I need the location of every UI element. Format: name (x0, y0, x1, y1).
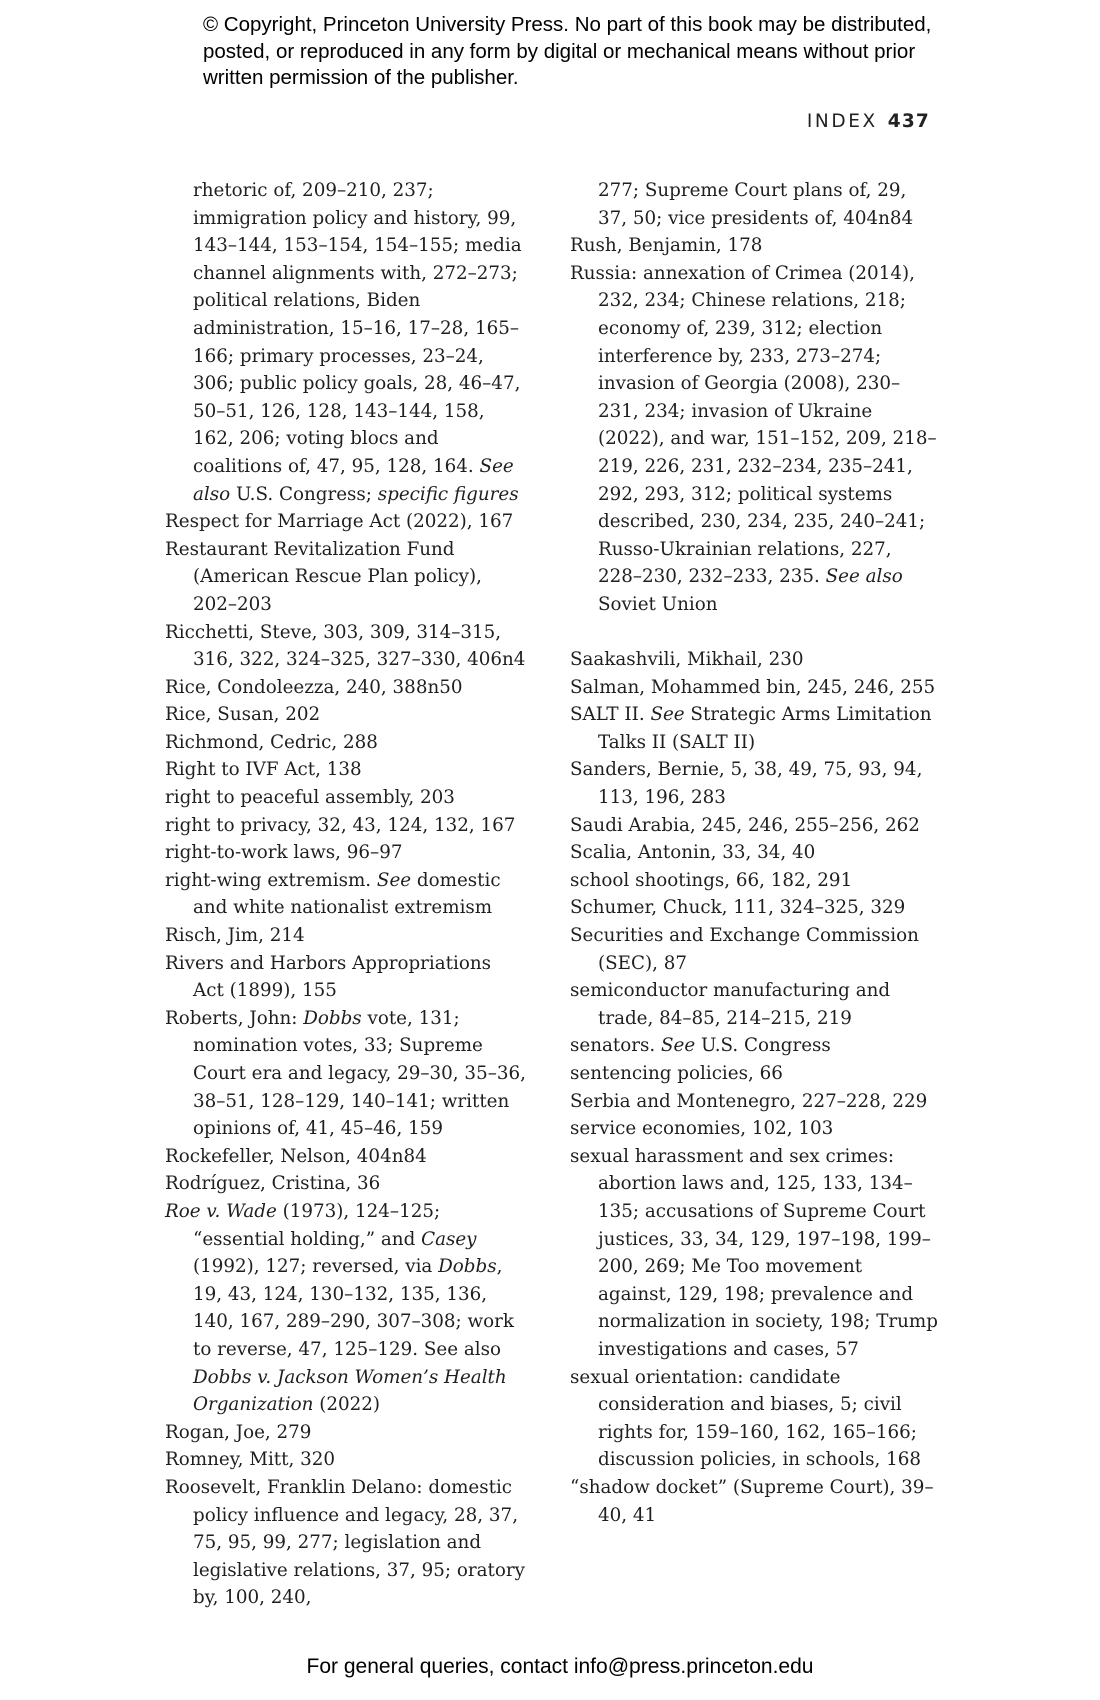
index-entry (165, 756, 527, 784)
index-entry-text: Rivers and Harbors Appropriations Act (1899), 155 (165, 952, 491, 1002)
index-entry-text: Strategic Arms Limitation Talks II (SALT II) (598, 704, 932, 753)
index-entry-text: right-wing extremism. (165, 869, 377, 891)
index-entry (570, 1115, 940, 1143)
index-entry (570, 867, 940, 895)
index-entry (165, 867, 527, 922)
index-entry (165, 1446, 527, 1474)
index-entry (165, 729, 527, 757)
index-entry-italic: Casey (421, 1228, 477, 1250)
index-entry (165, 674, 527, 702)
copyright-notice: © Copyright, Princeton University Press. No part of this book may be distributed, posted, or reproduced in any form by digital or mechanical means without prior written permission of the publisher. (203, 13, 932, 89)
index-entry-text: right to privacy, 32, 43, 124, 132, 167 (165, 814, 516, 836)
index-entry-text: (2022) (313, 1394, 381, 1416)
index-entry-text: Rockefeller, Nelson, 404n84 (165, 1145, 427, 1167)
index-entry (570, 977, 940, 1032)
index-entry (570, 922, 940, 977)
index-entry-text: Respect for Marriage Act (2022), 167 (165, 511, 514, 533)
index-entry-text: Saudi Arabia, 245, 246, 255–256, 262 (570, 814, 920, 836)
index-entry (570, 812, 940, 840)
index-entry-text: Risch, Jim, 214 (165, 925, 305, 947)
index-entry (165, 922, 527, 950)
index-entry (570, 1143, 940, 1364)
running-head (807, 111, 930, 132)
index-entry-text: Richmond, Cedric, 288 (165, 731, 378, 753)
index-entry-italic: See (376, 869, 412, 891)
index-entry-italic: See (650, 704, 685, 726)
index-entry (570, 1088, 940, 1116)
index-entry (165, 1474, 527, 1612)
index-entry-text: Roosevelt, Franklin Delano: domestic policy influence and legacy, 28, 37, 75, 95, 99, 277; legislation and legislative relations, 37, 95; oratory by, 100, 240, (165, 1476, 525, 1609)
index-entry-text: school shootings, 66, 182, 291 (570, 869, 853, 891)
index-entry (570, 839, 940, 867)
index-entry (570, 1474, 940, 1529)
index-entry (570, 177, 940, 232)
page-number: 437 (887, 111, 930, 132)
index-entry-text: service economies, 102, 103 (570, 1118, 834, 1140)
index-entry-italic: See also (193, 455, 514, 505)
index-entry (165, 508, 527, 536)
index-entry (570, 1032, 940, 1060)
index-entry (165, 1143, 527, 1171)
index-entry-text: Restaurant Revitalization Fund (American Rescue Plan policy), 202–203 (165, 538, 482, 615)
index-entry (570, 674, 940, 702)
index-entry-text: senators. (570, 1035, 661, 1057)
index-entry-text: right to peaceful assembly, 203 (165, 787, 455, 809)
index-entry-text: 277; Supreme Court plans of, 29, 37, 50; vice presidents of, 404n84 (598, 180, 914, 229)
contact-footer: For general queries, contact info@press.princeton.edu (306, 1655, 814, 1678)
index-entry-text: rhetoric of, 209–210, 237; immigration policy and history, 99, 143–144, 153–154, 154–155; media channel alignments with, 272–273; political relations, Biden administration, 15–16, 17–28, 165–166; primary processes, 23–24, 306; public policy goals, 28, 46–47, 50–51, 126, 128, 143–144, 158, 162, 206; voting blocs and coalitions of, 47, 95, 128, 164. (193, 180, 522, 477)
index-entry-italic: Dobbs (438, 1256, 497, 1278)
index-entry-text: vote, 131; nomination votes, 33; Supreme Court era and legacy, 29–30, 35–36, 38–51, 128–129, 140–141; written opinions of, 41, 45–46, 159 (193, 1007, 526, 1140)
index-entry (165, 950, 527, 1005)
index-entry (165, 839, 527, 867)
index-entry (570, 756, 940, 811)
index-entry (165, 812, 527, 840)
index-entry-text: Romney, Mitt, 320 (165, 1449, 335, 1471)
index-entry (570, 1060, 940, 1088)
index-entry-italic: specific figures (377, 483, 519, 505)
index-entry (165, 536, 527, 619)
index-entry-text: (1992), 127; reversed, via (193, 1256, 439, 1278)
index-entry-text: SALT II. (570, 704, 651, 726)
index-entry-text: Soviet Union (598, 593, 718, 615)
index-entry-text: Salman, Mohammed bin, 245, 246, 255 (570, 676, 936, 698)
index-entry (165, 619, 527, 674)
index-entry (165, 784, 527, 812)
index-entry-italic: See also (825, 566, 903, 588)
letter-section-gap (570, 619, 940, 647)
index-entry (165, 1198, 527, 1419)
index-entry-text: Ricchetti, Steve, 303, 309, 314–315, 316, 322, 324–325, 327–330, 406n4 (165, 621, 526, 671)
index-column-left (165, 177, 527, 1612)
index-entry (570, 701, 940, 756)
index-entry-text: , 19, 43, 124, 130–132, 135, 136, 140, 167, 289–290, 307–308; work to reverse, 47, 125–129. See also (193, 1256, 514, 1360)
index-entry-italic: Dobbs (303, 1007, 362, 1029)
index-entry-text: Saakashvili, Mikhail, 230 (570, 649, 804, 671)
index-entry-text: Securities and Exchange Commission (SEC), 87 (570, 925, 919, 974)
index-entry-text: Schumer, Chuck, 111, 324–325, 329 (570, 897, 906, 919)
index-entry-italic: See (660, 1035, 696, 1057)
index-entry-text: (1973), 124–125; “essential holding,” and (193, 1200, 441, 1250)
index-entry-text: domestic and white nationalist extremism (193, 869, 501, 919)
index-entry-text: Rush, Benjamin, 178 (570, 235, 763, 257)
index-entry-text: Right to IVF Act, 138 (165, 759, 362, 781)
index-entry-text: U.S. Congress (695, 1035, 831, 1057)
index-entry-text: Rice, Susan, 202 (165, 704, 321, 726)
index-entry (165, 1170, 527, 1198)
index-entry-italic: Dobbs v. Jackson Women’s Health Organization (193, 1366, 507, 1416)
index-entry-text: Sanders, Bernie, 5, 38, 49, 75, 93, 94, 113, 196, 283 (570, 759, 923, 809)
index-entry-text: U.S. Congress; (230, 483, 378, 505)
index-entry-text: Rodríguez, Cristina, 36 (165, 1173, 381, 1195)
index-column-right (570, 177, 940, 1529)
index-entry-text: sexual harassment and sex crimes: abortion laws and, 125, 133, 134–135; accusations of Supreme Court justices, 33, 34, 129, 197–198, 199–200, 269; Me Too movement against, 129, 198; prevalence and normalization in society, 198; Trump investigations and cases, 57 (570, 1145, 938, 1360)
index-entry (570, 260, 940, 619)
index-entry (570, 646, 940, 674)
index-entry-text: sentencing policies, 66 (570, 1063, 783, 1084)
index-entry-text: “shadow docket” (Supreme Court), 39–40, 41 (570, 1476, 934, 1526)
index-entry-text: Rice, Condoleezza, 240, 388n50 (165, 676, 463, 698)
index-entry-italic: Roe v. Wade (165, 1200, 277, 1222)
index-entry (165, 1419, 527, 1447)
index-entry-text: semiconductor manufacturing and trade, 84–85, 214–215, 219 (570, 980, 891, 1029)
index-entry (165, 1005, 527, 1143)
index-entry-text: Serbia and Montenegro, 227–228, 229 (570, 1090, 928, 1112)
index-entry-text: sexual orientation: candidate consideration and biases, 5; civil rights for, 159–160, 162, 165–166; discussion policies, in schools, 168 (570, 1366, 922, 1471)
index-entry (165, 701, 527, 729)
index-entry-text: Rogan, Joe, 279 (165, 1421, 312, 1443)
index-entry (570, 894, 940, 922)
index-entry (570, 232, 940, 260)
index-entry-text: right-to-work laws, 96–97 (165, 842, 403, 864)
section-title: INDEX (806, 111, 878, 132)
index-entry-text: Russia: annexation of Crimea (2014), 232, 234; Chinese relations, 218; economy of, 239, 312; election interference by, 233, 273–274; invasion of Georgia (2008), 230–231, 234; invasion of Ukraine (2022), and war, 151–152, 209, 218–219, 226, 231, 232–234, 235–241, 292, 293, 312; political systems described, 230, 234, 235, 240–241; Russo-Ukrainian relations, 227, 228–230, 232–233, 235. (570, 262, 937, 588)
index-entry (165, 177, 527, 508)
index-entry (570, 1364, 940, 1474)
index-entry-text: Roberts, John: (165, 1007, 304, 1029)
index-entry-text: Scalia, Antonin, 33, 34, 40 (570, 842, 816, 864)
